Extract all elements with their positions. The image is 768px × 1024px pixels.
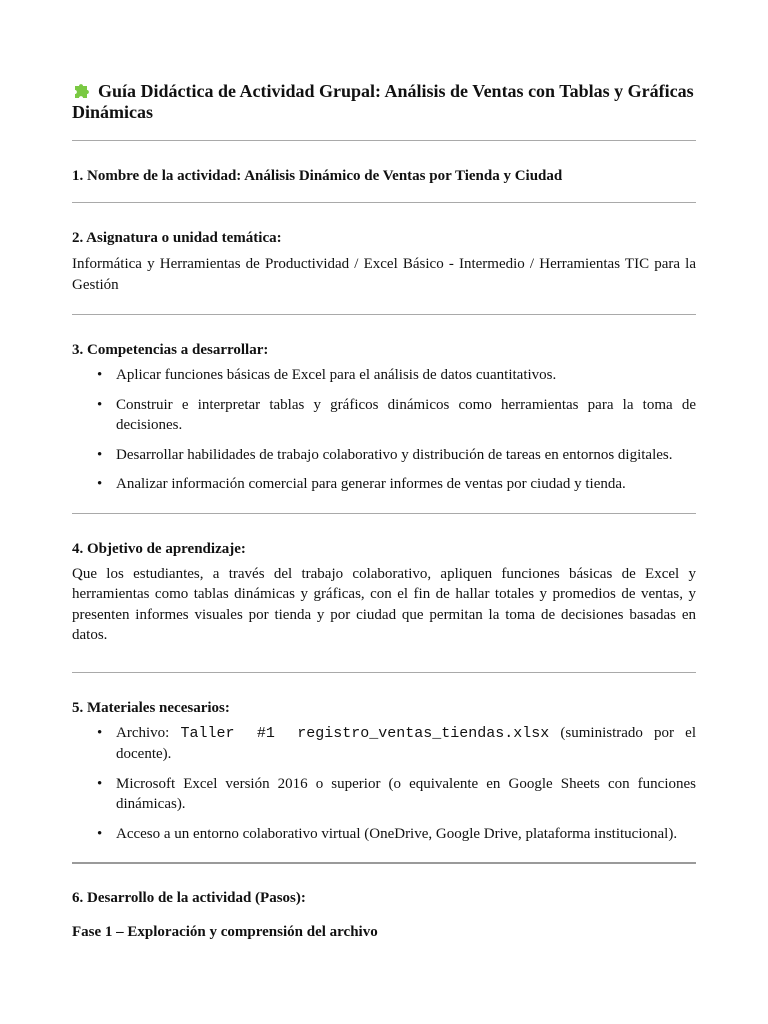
- puzzle-piece-icon: [72, 80, 92, 100]
- file-label: Archivo:: [116, 724, 181, 741]
- list-item: • Desarrollar habilidades de trabajo colaborativo y distribución de tareas en entornos digitales.: [72, 445, 696, 466]
- list-item: • Construir e interpretar tablas y gráficos dinámicos como herramientas para la toma de decisiones.: [72, 395, 696, 436]
- list-item: • Aplicar funciones básicas de Excel para el análisis de datos cuantitativos.: [72, 365, 696, 386]
- file-note: (suministrado por el docente).: [116, 724, 696, 762]
- phase-1-heading: Fase 1 – Exploración y comprensión del archivo: [72, 924, 378, 940]
- section-6-heading: 6. Desarrollo de la actividad (Pasos):: [72, 890, 306, 906]
- document-title-text: Guía Didáctica de Actividad Grupal: Análisis de Ventas con Tablas y Gráficas Dinámicas: [72, 81, 694, 122]
- section-2-body: Informática y Herramientas de Productividad / Excel Básico - Intermedio / Herramientas TIC para la Gestión: [72, 256, 696, 293]
- competencies-list: [72, 365, 696, 495]
- file-name: Taller #1 registro_ventas_tiendas.xlsx: [180, 724, 550, 742]
- section-2-heading: 2. Asignatura o unidad temática:: [72, 230, 282, 246]
- section-4-body: Que los estudiantes, a través del trabajo colaborativo, apliquen funciones básicas de Excel y herramientas como tablas dinámicas y gráficas, con el fin de hallar totales y promedios de ventas, y presenten informes visuales por tienda y por ciudad que permitan la toma de decisiones basadas en datos.: [72, 565, 696, 643]
- materials-list: [72, 723, 696, 845]
- list-item: • Acceso a un entorno colaborativo virtual (OneDrive, Google Drive, plataforma institucional).: [72, 824, 696, 845]
- document-title: [72, 80, 696, 123]
- document-page: [72, 80, 696, 941]
- list-item: • Analizar información comercial para generar informes de ventas por ciudad y tienda.: [72, 474, 696, 495]
- section-4-heading: 4. Objetivo de aprendizaje:: [72, 540, 246, 557]
- section-5-heading: 5. Materiales necesarios:: [72, 699, 230, 716]
- list-item: • Microsoft Excel versión 2016 o superior (o equivalente en Google Sheets con funciones dinámicas).: [72, 774, 696, 815]
- section-1-heading: 1. Nombre de la actividad: Análisis Dinámico de Ventas por Tienda y Ciudad: [72, 168, 563, 184]
- section-3-heading: 3. Competencias a desarrollar:: [72, 342, 269, 358]
- list-item: [72, 723, 696, 765]
